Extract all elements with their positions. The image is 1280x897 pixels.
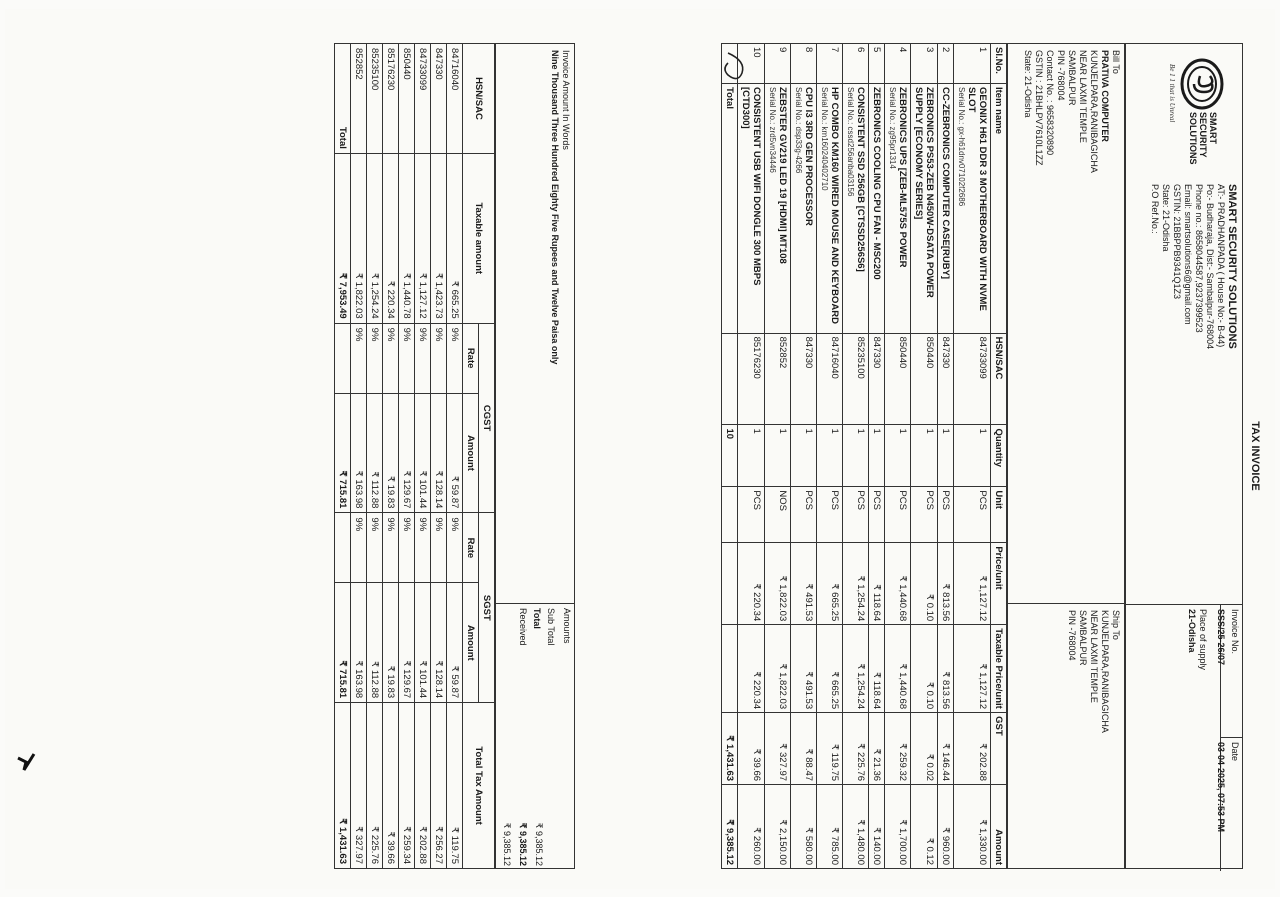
table-row — [791, 44, 817, 869]
item-name: CONSISTENT SSD 256GB [CTSSD256S6] — [855, 86, 866, 272]
svg-text:SOLUTIONS: SOLUTIONS — [1188, 112, 1198, 165]
item-hsn: 85235100 — [843, 333, 869, 425]
place-cell — [1180, 605, 1210, 871]
invoice-meta — [1124, 604, 1242, 871]
item-price: ₹ 1,254.24 — [843, 543, 869, 625]
company-address-line: Po:- Budharaja, Dist:- Sambalpur-768004 — [1205, 184, 1215, 350]
hsn-total-tax: ₹ 259.34 — [399, 703, 415, 869]
table-row — [954, 44, 991, 869]
item-gst: ₹ 88.47 — [791, 713, 817, 785]
company-gstin: GSTIN: 21BBPPB9341Q1Z3 — [1172, 184, 1182, 300]
hsn-sgst-rate: 9% — [399, 513, 415, 583]
item-slno: 9 — [765, 44, 791, 84]
item-gst: ₹ 119.75 — [817, 713, 843, 785]
bill-to-label: Bill To — [1111, 50, 1121, 74]
item-serial: Serial No.: zrd5vn34446 — [768, 86, 777, 173]
invoice-no-label: Invoice No. — [1230, 609, 1240, 655]
item-serial: Serial No.: cssd256anba03156 — [846, 86, 855, 197]
item-price: ₹ 220.34 — [738, 543, 765, 625]
item-gst: ₹ 225.76 — [843, 713, 869, 785]
item-qty: 1 — [765, 425, 791, 487]
items-table — [721, 43, 1007, 869]
table-row — [938, 44, 954, 869]
item-name: ZEBRONICS PS53-ZEB N450W-DSATA POWER SUPPLY [ECONOMY SERIES] — [913, 86, 935, 298]
item-hsn: 847330 — [938, 333, 954, 425]
col-taxable: Taxable Price/unit — [991, 625, 1007, 713]
col-gst: GST — [991, 713, 1007, 785]
item-slno: 3 — [911, 44, 938, 84]
item-name-cell — [869, 83, 885, 333]
item-gst: ₹ 327.97 — [765, 713, 791, 785]
ship-to-line: SAMBALPUR — [1078, 610, 1088, 666]
bill-to-line: SAMBALPUR — [1067, 50, 1077, 106]
item-name: CONSISTENT USB WIFI DONGLE 300 MBPS [CTD300] — [740, 86, 762, 286]
hsn-row — [431, 44, 447, 869]
company-state: State: 21-Odisha — [1161, 184, 1171, 252]
company-po-ref: P.O Ref.No.: — [1150, 184, 1160, 234]
ship-to-line: NEAR LAXMI TEMPLE — [1089, 610, 1099, 703]
hsn-cgst-rate: 9% — [415, 323, 431, 393]
amounts-header: Amounts — [562, 608, 572, 644]
items-total-label: Total — [722, 83, 738, 333]
hsn-cgst-rate: 9% — [351, 323, 367, 393]
item-unit: PCS — [791, 487, 817, 543]
hsn-cgst-rate: 9% — [383, 323, 399, 393]
item-name: ZEBRONICS COOLING CPU FAN - MSC200 — [871, 86, 882, 280]
item-name: HP COMBO KM160 WIRED MOUSE AND KEYBOARD — [829, 86, 840, 324]
item-hsn: 847330 — [869, 333, 885, 425]
item-slno: 1 — [954, 44, 991, 84]
hsn-sgst-rate: 9% — [367, 513, 383, 583]
item-qty: 1 — [843, 425, 869, 487]
item-slno: 7 — [817, 44, 843, 84]
item-name: GEONIX H61 DDR 3 MOTHERBOARD WITH NVME SLOT — [966, 86, 988, 311]
invoice-header — [1125, 43, 1243, 869]
item-hsn: 852852 — [765, 333, 791, 425]
item-name-cell — [791, 83, 817, 333]
hsn-sgst-rate: 9% — [431, 513, 447, 583]
col-unit: Unit — [991, 487, 1007, 543]
item-amount: ₹ 140.00 — [869, 785, 885, 869]
item-slno: 5 — [869, 44, 885, 84]
hsn-cgst-amount: ₹ 112.88 — [367, 393, 383, 513]
item-qty: 1 — [954, 425, 991, 487]
parties-section — [1007, 43, 1125, 869]
item-slno: 6 — [843, 44, 869, 84]
hsn-taxable: ₹ 1,423.73 — [431, 153, 447, 323]
items-total-amount: ₹ 9,385.12 — [722, 785, 738, 869]
svg-text:Be 1 1 that is Unreal: Be 1 1 that is Unreal — [1168, 64, 1176, 123]
item-gst: ₹ 39.66 — [738, 713, 765, 785]
bill-to-line: NEAR LAXMI TEMPLE — [1078, 50, 1088, 143]
item-taxable: ₹ 1,822.03 — [765, 625, 791, 713]
item-name: CPU I3 3RD GEN PROCESSOR — [803, 86, 814, 226]
date-value: 03-04-2025, 07:53 PM — [1216, 742, 1226, 833]
pen-mark — [720, 49, 750, 89]
hsn-header-row — [479, 44, 495, 869]
item-unit: PCS — [885, 487, 911, 543]
item-name: ZEBRONICS UPS [ZEB-ML575S POWER — [897, 86, 908, 268]
item-price: ₹ 0.10 — [911, 543, 938, 625]
item-amount: ₹ 785.00 — [817, 785, 843, 869]
item-price: ₹ 118.64 — [869, 543, 885, 625]
hsn-taxable: ₹ 665.25 — [447, 153, 463, 323]
items-total-qty: 10 — [722, 425, 738, 487]
ship-to-line: PIN -768004 — [1067, 610, 1077, 661]
hsn-cgst-amount: ₹ 59.87 — [447, 393, 463, 513]
hsn-taxable: ₹ 1,127.12 — [415, 153, 431, 323]
hsn-sgst-rate: 9% — [383, 513, 399, 583]
item-qty: 1 — [869, 425, 885, 487]
place-value: 21-Odisha — [1187, 609, 1197, 653]
bill-to — [1006, 44, 1124, 604]
hsn-total-tax: ₹ 256.27 — [431, 703, 447, 869]
hsn-total-taxable: ₹ 7,953.49 — [335, 153, 351, 323]
hsn-sgst-amount: ₹ 129.67 — [399, 583, 415, 703]
hsn-taxable: ₹ 1,440.78 — [399, 153, 415, 323]
hsn-sgst-rate: 9% — [415, 513, 431, 583]
item-amount: ₹ 580.00 — [791, 785, 817, 869]
item-name-cell — [765, 83, 791, 333]
item-name-cell — [938, 83, 954, 333]
ship-to-line: KUNJELPARA,RANIBAGICHA — [1100, 610, 1110, 733]
item-name: ZEBSTER GV219 LED 19 [HDMI] MT108 — [777, 86, 788, 264]
hsn-row — [367, 44, 383, 869]
item-gst: ₹ 259.32 — [885, 713, 911, 785]
hsn-code: 85235100 — [367, 44, 383, 154]
hsn-row — [447, 44, 463, 869]
company-logo — [1160, 54, 1234, 172]
item-serial: Serial No.: zg95pr1314 — [888, 86, 897, 169]
table-row — [738, 44, 765, 869]
item-amount: ₹ 960.00 — [938, 785, 954, 869]
hsn-cgst-amount: ₹ 19.83 — [383, 393, 399, 513]
amounts-section — [495, 43, 575, 869]
bill-to-line: PIN -768004 — [1056, 50, 1066, 101]
document-title: TAX INVOICE — [1249, 421, 1261, 491]
amount-in-words — [494, 44, 574, 604]
item-qty: 1 — [885, 425, 911, 487]
hsn-sgst-amount: ₹ 112.88 — [367, 583, 383, 703]
item-slno: 4 — [885, 44, 911, 84]
item-qty: 1 — [817, 425, 843, 487]
invoice-document — [5, 9, 1275, 889]
ship-to-label: Ship To — [1111, 610, 1121, 640]
hsn-code: 85176230 — [383, 44, 399, 154]
amount-words-label: Invoice Amount In Words — [561, 50, 571, 150]
hsn-taxable: ₹ 1,822.03 — [351, 153, 367, 323]
item-price: ₹ 813.56 — [938, 543, 954, 625]
invoice-no-value-cell — [1212, 605, 1228, 738]
hsn-cgst-rate: 9% — [399, 323, 415, 393]
item-hsn: 84733099 — [954, 333, 991, 425]
item-amount: ₹ 1,700.00 — [885, 785, 911, 869]
hsn-col-cgst-amount: Amount — [463, 393, 479, 513]
hsn-taxable: ₹ 220.34 — [383, 153, 399, 323]
item-slno: 8 — [791, 44, 817, 84]
item-taxable: ₹ 220.34 — [738, 625, 765, 713]
total-value: ₹ 9,385.12 — [518, 822, 528, 866]
item-unit: PCS — [843, 487, 869, 543]
company-name: SMART SECURITY SOLUTIONS — [1226, 184, 1238, 349]
item-taxable: ₹ 1,127.12 — [954, 625, 991, 713]
hsn-cgst-amount: ₹ 128.14 — [431, 393, 447, 513]
hsn-total-tax: ₹ 1,431.63 — [335, 703, 351, 869]
hsn-row — [399, 44, 415, 869]
hsn-row — [351, 44, 367, 869]
item-taxable: ₹ 1,440.68 — [885, 625, 911, 713]
col-quantity: Quantity — [991, 425, 1007, 487]
item-unit: PCS — [869, 487, 885, 543]
hsn-col-sgst-amount: Amount — [463, 583, 479, 703]
svg-text:SMART: SMART — [1208, 112, 1218, 144]
table-row — [885, 44, 911, 869]
item-qty: 1 — [938, 425, 954, 487]
hsn-cgst-rate: 9% — [367, 323, 383, 393]
hsn-col-cgst-rate: Rate — [463, 323, 479, 393]
item-qty: 1 — [738, 425, 765, 487]
item-gst: ₹ 0.02 — [911, 713, 938, 785]
col-price: Price/unit — [991, 543, 1007, 625]
received-label: Received — [518, 608, 528, 646]
pen-icon-mark — [14, 748, 40, 774]
hsn-total-label: Total — [335, 44, 351, 154]
received-value: ₹ 9,385.12 — [502, 822, 512, 866]
item-hsn: 847330 — [791, 333, 817, 425]
item-name-cell — [738, 83, 765, 333]
date-label: Date — [1230, 742, 1240, 762]
item-amount: ₹ 1,330.00 — [954, 785, 991, 869]
item-name-cell — [817, 83, 843, 333]
item-slno: 2 — [938, 44, 954, 84]
item-unit: PCS — [738, 487, 765, 543]
hsn-cgst-rate: 9% — [431, 323, 447, 393]
col-slno: Sl.No. — [991, 44, 1007, 84]
hsn-code: 84733099 — [415, 44, 431, 154]
total-label: Total — [532, 608, 542, 629]
company-phone: Phone no.: 8658044587,9237399523 — [1194, 184, 1204, 333]
hsn-col-hsn: HSN/SAC — [463, 44, 495, 154]
item-hsn: 85176230 — [738, 333, 765, 425]
item-unit: NOS — [765, 487, 791, 543]
item-qty: 1 — [911, 425, 938, 487]
hsn-total-tax: ₹ 39.66 — [383, 703, 399, 869]
hsn-total-row — [335, 44, 351, 869]
item-hsn: 850440 — [911, 333, 938, 425]
item-name: CC-ZEBRONICS COMPUTER CASE[RUBY] — [940, 86, 951, 280]
item-serial: Serial No.: dsp33g-4266 — [794, 86, 803, 174]
table-row — [817, 44, 843, 869]
company-info — [1149, 184, 1238, 604]
col-item-name: Item name — [991, 83, 1007, 333]
item-amount: ₹ 2,150.00 — [765, 785, 791, 869]
table-row — [843, 44, 869, 869]
item-unit: PCS — [938, 487, 954, 543]
item-qty: 1 — [791, 425, 817, 487]
hsn-total-tax: ₹ 327.97 — [351, 703, 367, 869]
items-header-row — [991, 44, 1007, 869]
item-unit: PCS — [911, 487, 938, 543]
subtotal-value: ₹ 9,385.12 — [534, 822, 544, 866]
hsn-code: 847330 — [431, 44, 447, 154]
hsn-code: 850440 — [399, 44, 415, 154]
hsn-col-sgst-rate: Rate — [463, 513, 479, 583]
item-gst: ₹ 146.44 — [938, 713, 954, 785]
hsn-cgst-rate: 9% — [447, 323, 463, 393]
hsn-code: 852852 — [351, 44, 367, 154]
item-taxable: ₹ 1,254.24 — [843, 625, 869, 713]
item-price: ₹ 1,127.12 — [954, 543, 991, 625]
hsn-total-cgst: ₹ 715.81 — [335, 393, 351, 513]
item-taxable: ₹ 118.64 — [869, 625, 885, 713]
hsn-total-tax: ₹ 202.88 — [415, 703, 431, 869]
item-hsn: 84716040 — [817, 333, 843, 425]
hsn-sgst-amount: ₹ 59.87 — [447, 583, 463, 703]
company-email: Email: smartsolutions6@gmail.com — [1183, 184, 1193, 325]
table-row — [911, 44, 938, 869]
item-slno: 10 — [738, 44, 765, 84]
item-taxable: ₹ 491.53 — [791, 625, 817, 713]
hsn-total-sgst: ₹ 715.81 — [335, 583, 351, 703]
hsn-sgst-rate: 9% — [351, 513, 367, 583]
hsn-sgst-amount: ₹ 101.44 — [415, 583, 431, 703]
item-amount: ₹ 260.00 — [738, 785, 765, 869]
item-gst: ₹ 21.36 — [869, 713, 885, 785]
item-taxable: ₹ 813.56 — [938, 625, 954, 713]
invoice-no-value: SSS/25-26/07 — [1216, 609, 1226, 666]
subtotal-label: Sub Total — [546, 608, 556, 646]
ship-to — [1006, 604, 1124, 870]
bill-to-line: KUNJELPARA,RANIBAGICHA — [1089, 50, 1099, 173]
col-hsn: HSN/SAC — [991, 333, 1007, 425]
hsn-col-cgst: CGST — [479, 323, 495, 513]
item-hsn: 850440 — [885, 333, 911, 425]
item-taxable: ₹ 665.25 — [817, 625, 843, 713]
item-name-cell — [885, 83, 911, 333]
hsn-col-total-tax: Total Tax Amount — [463, 703, 495, 869]
item-unit: PCS — [954, 487, 991, 543]
hsn-col-sgst: SGST — [479, 513, 495, 703]
hsn-sgst-rate: 9% — [447, 513, 463, 583]
date-value-cell — [1212, 738, 1228, 871]
hsn-cgst-amount: ₹ 163.98 — [351, 393, 367, 513]
company-address-line: AT:- PRADHANPADA ( House No:- B-44) — [1216, 184, 1226, 348]
hsn-code: 84716040 — [447, 44, 463, 154]
place-label: Place of supply — [1198, 609, 1208, 671]
amount-words-text: Nine Thousand Three Hundred Eighty Five Rupees and Twelve Paisa only — [550, 50, 560, 365]
hsn-cgst-amount: ₹ 101.44 — [415, 393, 431, 513]
item-price: ₹ 491.53 — [791, 543, 817, 625]
hsn-total-tax: ₹ 225.76 — [367, 703, 383, 869]
bill-to-name: PRATIVA COMPUTER — [1100, 50, 1110, 142]
col-amount: Amount — [991, 785, 1007, 869]
item-name-cell — [911, 83, 938, 333]
hsn-summary-table — [334, 43, 495, 869]
item-name-cell — [843, 83, 869, 333]
item-amount: ₹ 1,480.00 — [843, 785, 869, 869]
item-serial: Serial No.: gx-h61dnv07102f2686 — [957, 86, 966, 207]
hsn-total-tax: ₹ 119.75 — [447, 703, 463, 869]
hsn-sgst-amount: ₹ 19.83 — [383, 583, 399, 703]
hsn-col-taxable: Taxable amount — [463, 153, 495, 323]
svg-text:SECURITY: SECURITY — [1198, 112, 1208, 158]
item-unit: PCS — [817, 487, 843, 543]
table-row — [869, 44, 885, 869]
item-taxable: ₹ 0.10 — [911, 625, 938, 713]
hsn-taxable: ₹ 1,254.24 — [367, 153, 383, 323]
item-gst: ₹ 202.88 — [954, 713, 991, 785]
items-total-gst: ₹ 1,431.63 — [722, 713, 738, 785]
item-price: ₹ 665.25 — [817, 543, 843, 625]
bill-to-contact: Contact No. : 9658320890 — [1045, 50, 1055, 156]
item-name-cell — [954, 83, 991, 333]
item-price: ₹ 1,822.03 — [765, 543, 791, 625]
items-total-row — [722, 44, 738, 869]
bill-to-state: State: 21-Odisha — [1023, 50, 1033, 118]
hsn-cgst-amount: ₹ 129.67 — [399, 393, 415, 513]
hsn-sgst-amount: ₹ 128.14 — [431, 583, 447, 703]
item-serial: Serial No.: km160240402710 — [820, 86, 829, 191]
hsn-row — [383, 44, 399, 869]
table-row — [765, 44, 791, 869]
amounts-summary — [494, 604, 574, 870]
hsn-sgst-amount: ₹ 163.98 — [351, 583, 367, 703]
bill-to-gstin: GSTIN : 21BHLPV7610L1ZZ — [1034, 50, 1044, 166]
item-amount: ₹ 0.12 — [911, 785, 938, 869]
hsn-row — [415, 44, 431, 869]
item-price: ₹ 1,440.68 — [885, 543, 911, 625]
